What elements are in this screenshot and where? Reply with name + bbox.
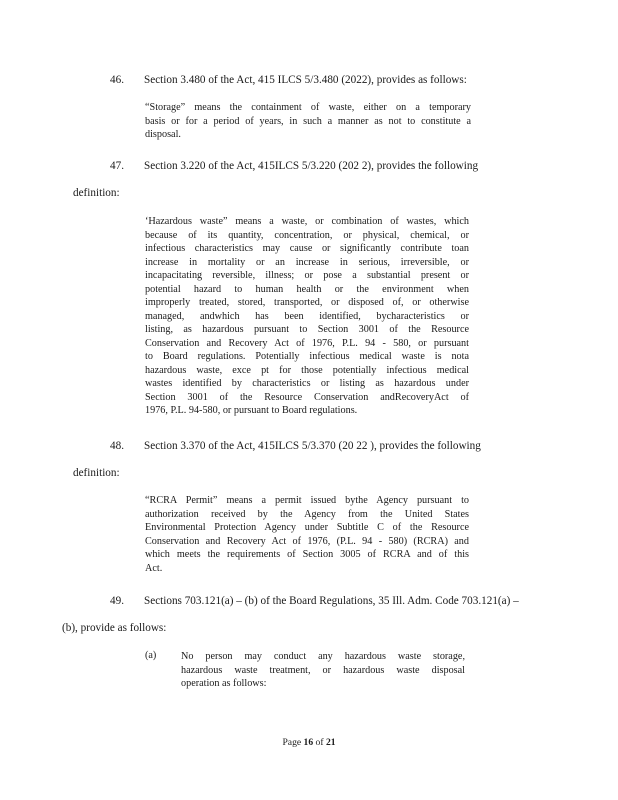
quote-line: to Board regulations. Potentially infectious medical waste is nota [145,351,469,362]
quote-line: Act. [145,562,163,574]
quote-line: Environmental Protection Agency under Subtitle C of the Resource [145,522,469,533]
quote-line: which meets the requirements of Section 3005 of RCRA and of this [145,549,469,560]
quote-line: increase in mortality or an increase in serious, irreversible, or [145,256,469,268]
block-quote [181,650,465,691]
quote-line: hazardous waste treatment, or hazardous waste disposal [181,664,465,676]
quote-line: ‘Hazardous waste” means a waste, or combination of wastes, which [145,216,469,227]
paragraph-number: 46. [110,74,124,86]
quote-line: improperly treated, stored, transported, or disposed of, or otherwise [145,297,469,308]
quote-line: incapacitating reversible, illness; or pose a substantial present or [145,270,469,281]
paragraph-number: 49. [110,595,124,607]
quote-line: authorization received by the Agency from the United States [145,508,469,520]
paragraph-number: 48. [110,440,124,452]
quote-line: “RCRA Permit” means a permit issued bythe Agency pursuant to [145,495,469,506]
quote-line: disposal. [145,129,181,140]
subsection-label: (a) [145,650,157,661]
footer-page-prefix: Page [282,737,302,748]
quote-line: hazardous waste, exce pt for those potentially infectious medical [145,364,469,376]
paragraph-continuation: definition: [73,467,120,479]
paragraph-number: 47. [110,160,124,172]
quote-line: No person may conduct any hazardous waste storage, [181,651,465,662]
quote-line: 1976, P.L. 94-580, or pursuant to Board regulations. [145,405,358,416]
block-quote [145,494,469,575]
block-quote [145,101,471,142]
quote-line: managed, andwhich has been identified, bycharacteristics or [145,310,469,322]
footer-current-page: 16 [303,737,314,748]
paragraph-text: Section 3.220 of the Act, 415ILCS 5/3.220 (202 2), provides the following [144,160,479,172]
footer-of: of [315,737,324,748]
quote-line: wastes identified by characteristics or listing as hazardous under [145,378,469,389]
quote-line: potential hazard to human health or the environment when [145,283,469,295]
page-footer [0,737,618,748]
quote-line: Section 3001 of the Resource Conservation andRecoveryAct of [145,391,469,403]
quote-line: “Storage” means the containment of waste, either on a temporary [145,102,471,113]
quote-line: basis or for a period of years, in such a manner as not to constitute a [145,115,471,127]
quote-line: infectious characteristics may cause or significantly contribute toan [145,243,469,254]
paragraph-text: Sections 703.121(a) – (b) of the Board Regulations, 35 Ill. Adm. Code 703.121(a) – [144,595,519,607]
quote-line: operation as follows: [181,678,267,689]
quote-line: Conservation and Recovery Act of 1976, (P.L. 94 - 580) (RCRA) and [145,535,469,547]
paragraph-text: Section 3.480 of the Act, 415 ILCS 5/3.480 (2022), provides as follows: [144,74,467,86]
footer-total-pages: 21 [325,737,336,748]
block-quote [145,215,469,418]
quote-line: because of its quantity, concentration, or physical, chemical, or [145,229,469,241]
paragraph-continuation: definition: [73,187,120,199]
quote-line: Conservation and Recovery Act of 1976, P.L. 94 - 580, or pursuant [145,337,469,349]
quote-line: listing, as hazardous pursuant to Section 3001 of the Resource [145,324,469,335]
paragraph-continuation: (b), provide as follows: [62,622,167,634]
paragraph-text: Section 3.370 of the Act, 415ILCS 5/3.370 (20 22 ), provides the following [144,440,481,452]
